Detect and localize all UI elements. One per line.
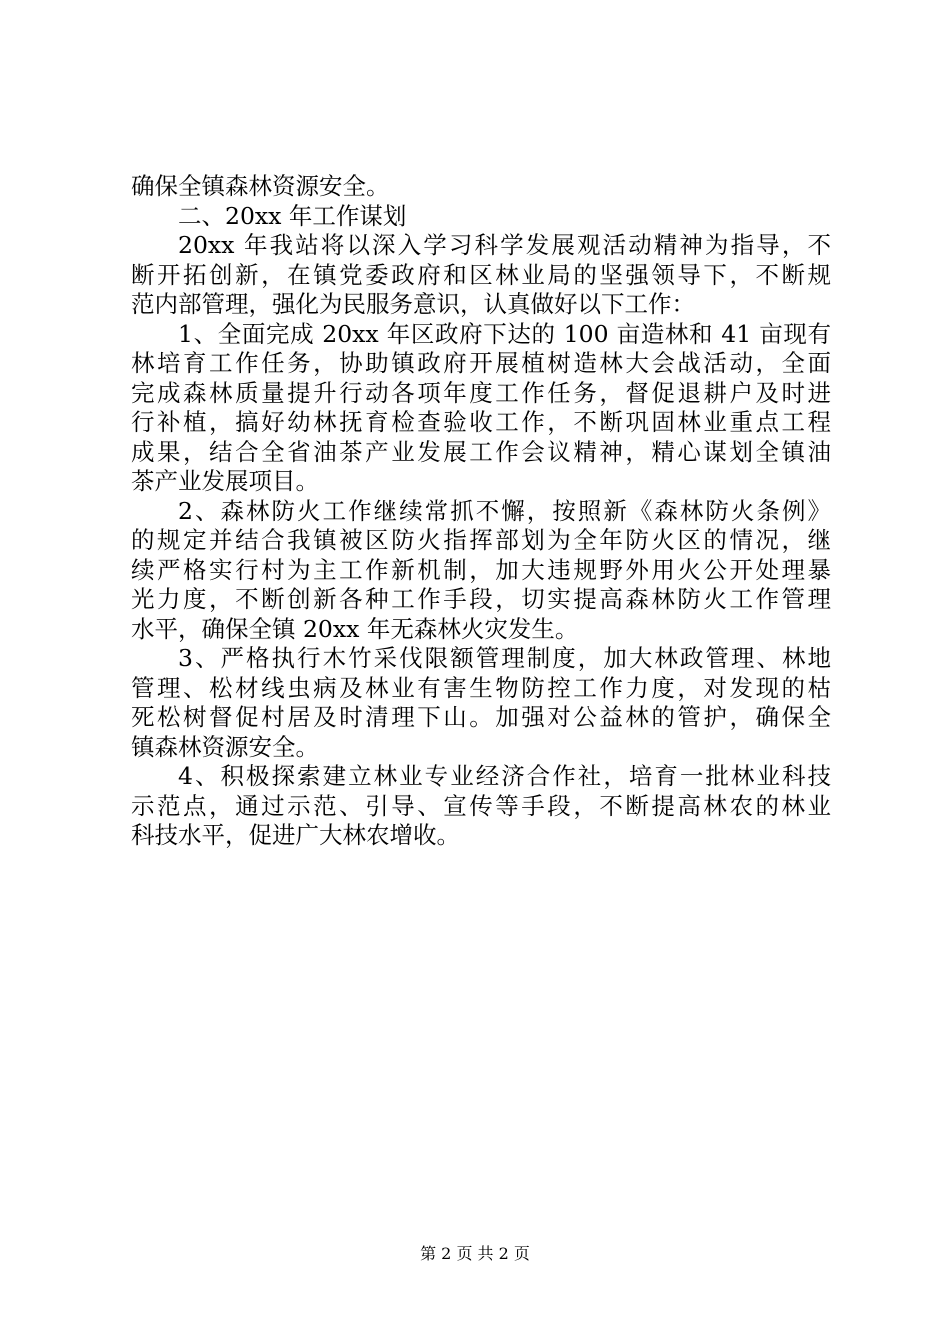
section-heading: 二、20xx 年工作谋划 [178,201,407,230]
document-body [131,172,831,851]
text-line: 光力度，不断创新各种工作手段，切实提高森林防火工作管理 [131,585,831,613]
text-line: 1、全面完成 20xx 年区政府下达的 100 亩造林和 41 亩现有 [178,319,831,348]
text-line: 水平，确保全镇 20xx 年无森林火灾发生。 [131,614,579,643]
text-line: 行补植，搞好幼林抚育检查验收工作，不断巩固林业重点工程 [131,408,831,436]
text-line: 镇森林资源安全。 [131,732,319,761]
text-line: 死松树督促村居及时清理下山。加强对公益林的管护，确保全 [131,703,831,731]
text-line: 范内部管理，强化为民服务意识，认真做好以下工作： [131,290,695,318]
text-line: 科技水平，促进广大林农增收。 [131,821,460,849]
text-line: 林培育工作任务，协助镇政府开展植树造林大会战活动，全面 [131,349,831,377]
text-line: 确保全镇森林资源安全。 [131,172,390,200]
text-line: 续严格实行村为主工作新机制，加大违规野外用火公开处理暴 [131,555,831,584]
text-line: 的规定并结合我镇被区防火指挥部划为全年防火区的情况，继 [131,526,831,554]
text-line: 20xx 年我站将以深入学习科学发展观活动精神为指导，不 [178,231,831,259]
text-line: 2、森林防火工作继续常抓不懈，按照新《森林防火条例》 [178,496,831,525]
text-line: 完成森林质量提升行动各项年度工作任务，督促退耕户及时进 [131,378,831,407]
text-line: 断开拓创新，在镇党委政府和区林业局的坚强领导下，不断规 [131,260,831,289]
text-line: 茶产业发展项目。 [131,467,319,495]
text-line: 3、严格执行木竹采伐限额管理制度，加大林政管理、林地 [178,644,831,672]
text-line: 示范点，通过示范、引导、宣传等手段，不断提高林农的林业 [131,791,831,820]
page-number-footer: 第 2 页 共 2 页 [420,1244,530,1263]
text-line: 成果，结合全省油茶产业发展工作会议精神，精心谋划全镇油 [131,437,831,466]
text-line: 4、积极探索建立林业专业经济合作社，培育一批林业科技 [178,762,831,790]
text-line: 管理、松材线虫病及林业有害生物防控工作力度，对发现的枯 [131,673,831,702]
